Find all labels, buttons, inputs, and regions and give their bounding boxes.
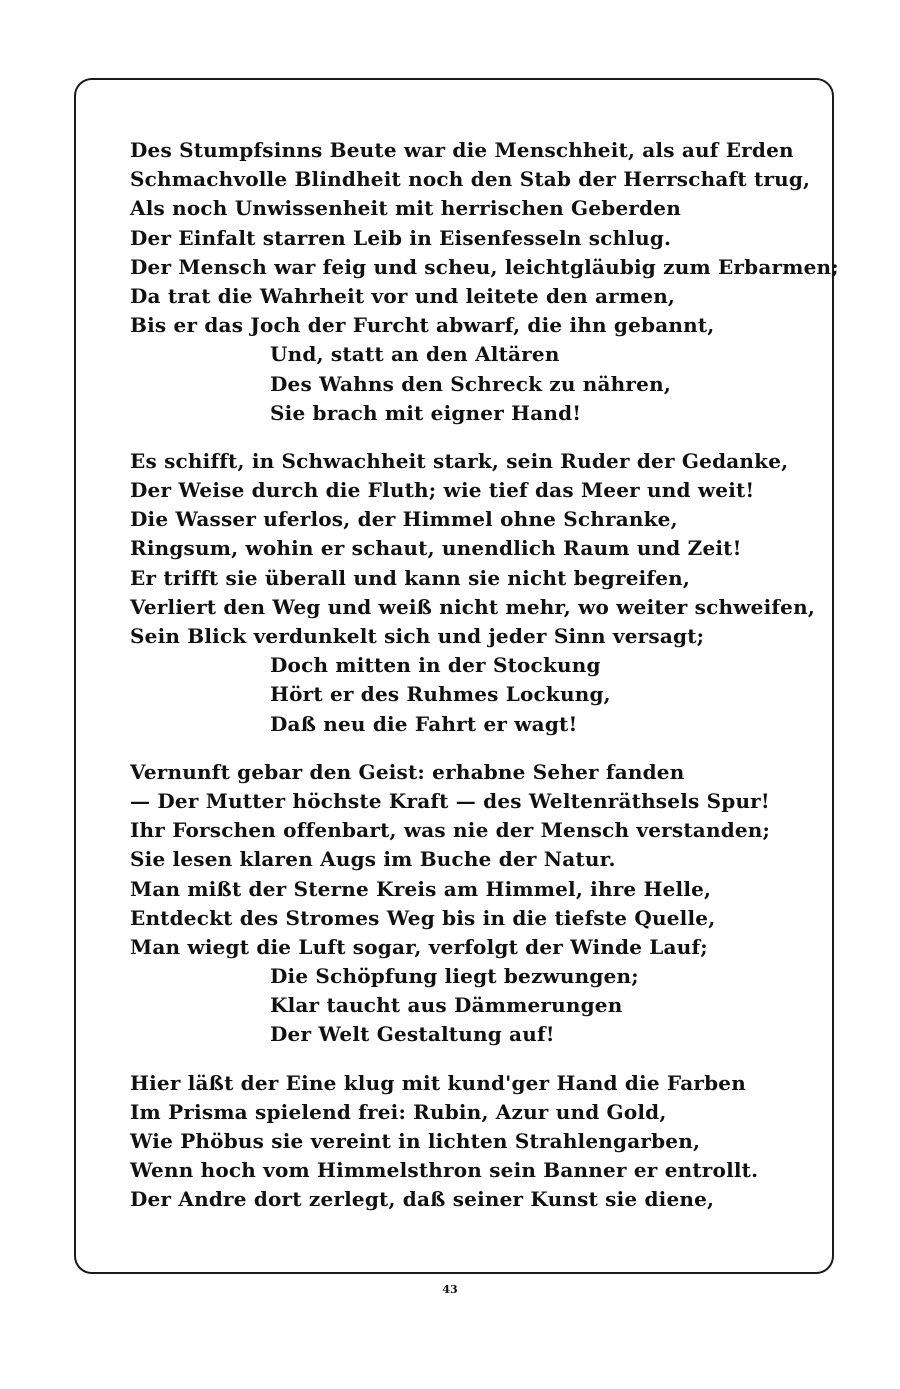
- stanza-4: [130, 1069, 810, 1215]
- poem: [130, 136, 839, 1234]
- poem-line: Ringsum, wohin er schaut, unendlich Raum und Zeit!: [130, 536, 742, 561]
- poem-line: Der Andre dort zerlegt, daß seiner Kunst sie diene,: [130, 1187, 715, 1212]
- poem-line: Es schifft, in Schwachheit stark, sein Ruder der Gedanke,: [130, 448, 789, 473]
- poem-line: Man wiegt die Luft sogar, verfolgt der Winde Lauf;: [130, 934, 708, 959]
- poem-line: Verliert den Weg und weiß nicht mehr, wo weiter schweifen,: [130, 594, 816, 619]
- poem-line-indented: Klar taucht aus Dämmerungen: [270, 993, 623, 1018]
- poem-line: Der Einfalt starren Leib in Eisenfesseln schlug.: [130, 225, 672, 250]
- poem-line: — Der Mutter höchste Kraft — des Weltenräthsels Spur!: [130, 788, 770, 813]
- stanza-2: [130, 447, 816, 739]
- poem-line: Der Weise durch die Fluth; wie tief das Meer und weit!: [130, 478, 755, 503]
- poem-line-indented: Die Schöpfung liegt bezwungen;: [270, 964, 639, 989]
- poem-line: Des Stumpfsinns Beute war die Menschheit, als auf Erden: [130, 138, 794, 162]
- poem-line-indented: Daß neu die Fahrt er wagt!: [270, 711, 578, 736]
- poem-line: Man mißt der Sterne Kreis am Himmel, ihre Helle,: [130, 876, 712, 901]
- poem-line: Wenn hoch vom Himmelsthron sein Banner er entrollt.: [130, 1158, 759, 1183]
- poem-line-indented: Hört er des Ruhmes Lockung,: [270, 682, 611, 707]
- poem-line-indented: Und, statt an den Altären: [270, 342, 560, 367]
- poem-line: Als noch Unwissenheit mit herrischen Geberden: [130, 196, 681, 221]
- page-number: 43: [442, 1283, 458, 1296]
- poem-line: Wie Phöbus sie vereint in lichten Strahlengarben,: [130, 1129, 701, 1153]
- poem-line-indented: Der Welt Gestaltung auf!: [270, 1022, 555, 1047]
- poem-line: Sein Blick verdunkelt sich und jeder Sinn versagt;: [130, 624, 705, 648]
- stanza-1: [130, 136, 839, 428]
- poem-line: Er trifft sie überall und kann sie nicht begreifen,: [130, 565, 691, 590]
- poem-line: Schmachvolle Blindheit noch den Stab der Herrschaft trug,: [130, 167, 811, 192]
- poem-line: Entdeckt des Stromes Weg bis in die tiefste Quelle,: [130, 905, 716, 930]
- poem-line: Die Wasser uferlos, der Himmel ohne Schranke,: [130, 507, 678, 532]
- poem-line: Im Prisma spielend frei: Rubin, Azur und Gold,: [130, 1099, 667, 1124]
- poem-line: Da trat die Wahrheit vor und leitete den armen,: [130, 283, 676, 308]
- poem-line-indented: Sie brach mit eigner Hand!: [270, 400, 582, 425]
- poem-line: Vernunft gebar den Geist: erhabne Seher fanden: [130, 759, 685, 784]
- poem-line: Der Mensch war feig und scheu, leichtgläubig zum Erbarmen;: [130, 254, 839, 279]
- poem-line-indented: Des Wahns den Schreck zu nähren,: [270, 371, 671, 396]
- stanza-3: [130, 758, 810, 1050]
- poem-line: Sie lesen klaren Augs im Buche der Natur.: [130, 847, 616, 872]
- poem-line-indented: Doch mitten in der Stockung: [270, 653, 601, 678]
- poem-line: Ihr Forschen offenbart, was nie der Mensch verstanden;: [130, 818, 771, 843]
- poem-line: Bis er das Joch der Furcht abwarf, die ihn gebannt,: [130, 313, 715, 338]
- poem-line: Hier läßt der Eine klug mit kund'ger Hand die Farben: [130, 1070, 746, 1095]
